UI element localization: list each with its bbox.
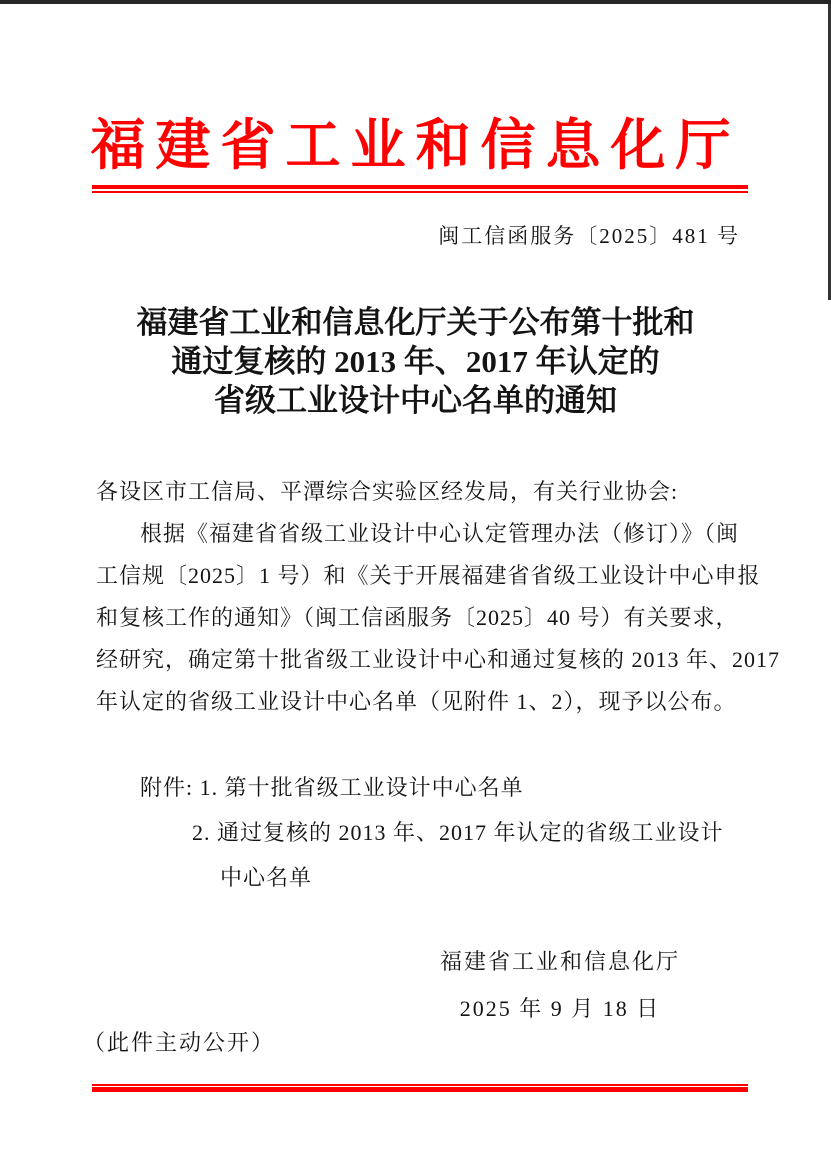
window-top-border bbox=[0, 0, 831, 4]
body-line: 工信规〔2025〕1 号）和《关于开展福建省省级工业设计中心申报 bbox=[96, 563, 761, 588]
attachments-label: 附件: bbox=[140, 775, 194, 800]
attachment-item-2-continuation-text: 中心名单 bbox=[220, 865, 313, 890]
attachment-item-2-text: 2. 通过复核的 2013 年、2017 年认定的省级工业设计 bbox=[192, 820, 724, 845]
footer-rule-thin bbox=[92, 1084, 748, 1086]
letterhead-rule-thin bbox=[92, 191, 748, 193]
letterhead-rule-thick bbox=[92, 185, 748, 189]
signature-block bbox=[290, 938, 830, 1032]
body-line: 年认定的省级工业设计中心名单（见附件 1、2），现予以公布。 bbox=[96, 689, 737, 714]
body-line: 经研究，确定第十批省级工业设计中心和通过复核的 2013 年、2017 bbox=[96, 647, 781, 672]
document-title bbox=[0, 303, 831, 420]
footer-rule-thick bbox=[92, 1087, 748, 1092]
attachment-item-1 bbox=[140, 765, 724, 810]
attachment-item-2 bbox=[140, 810, 724, 855]
document-title-line-2: 通过复核的 2013 年、2017 年认定的 bbox=[171, 344, 660, 379]
attachment-item-1-text: 1. 第十批省级工业设计中心名单 bbox=[199, 775, 524, 800]
signature-agency: 福建省工业和信息化厅 bbox=[439, 949, 680, 974]
attachment-item-2-continuation bbox=[140, 855, 724, 900]
letterhead-agency-title: 福建省工业和信息化厅 bbox=[90, 112, 741, 177]
document-title-line-3: 省级工业设计中心名单的通知 bbox=[214, 383, 617, 418]
document-title-line-1: 福建省工业和信息化厅关于公布第十批和 bbox=[136, 305, 695, 340]
attachments-block bbox=[140, 765, 724, 900]
salutation: 各设区市工信局、平潭综合实验区经发局，有关行业协会: bbox=[96, 479, 679, 504]
disclosure-note: （此件主动公开） bbox=[83, 1030, 276, 1055]
body-line: 根据《福建省省级工业设计中心认定管理办法（修订）》（闽 bbox=[140, 521, 740, 546]
body-text bbox=[96, 471, 781, 723]
signature-date: 2025 年 9 月 18 日 bbox=[459, 996, 661, 1021]
document-number: 闽工信函服务〔2025〕481 号 bbox=[438, 224, 740, 248]
body-line: 和复核工作的通知》（闽工信函服务〔2025〕40 号）有关要求， bbox=[96, 605, 739, 630]
